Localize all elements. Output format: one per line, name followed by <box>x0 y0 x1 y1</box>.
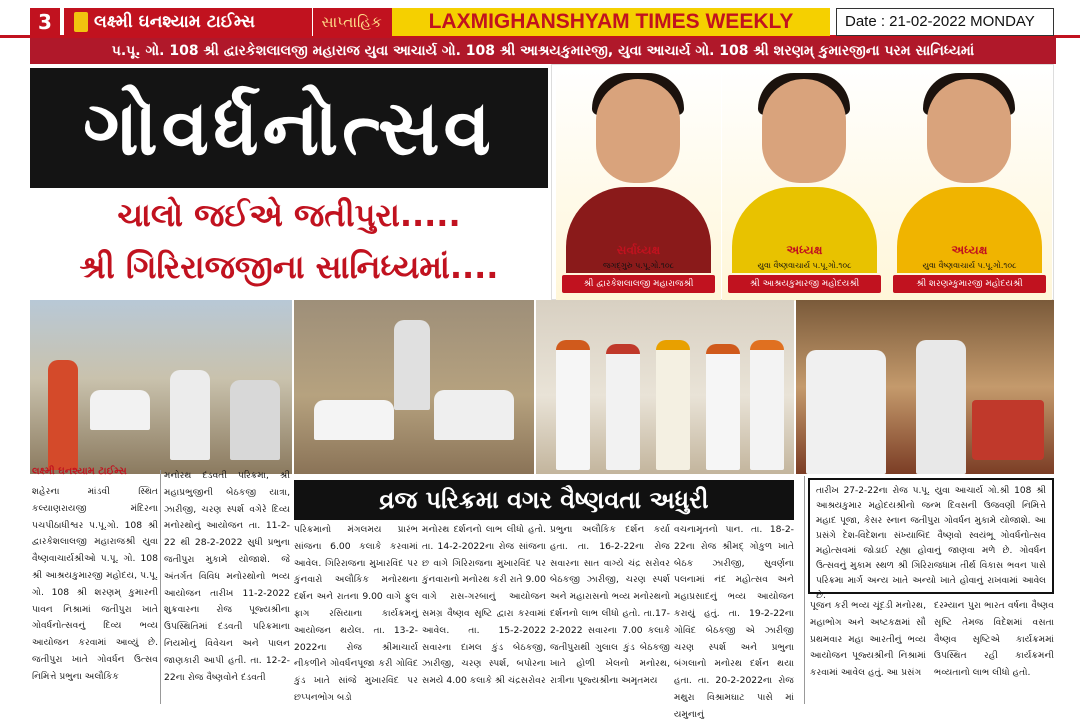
paper-name-gujarati-text: લક્ષ્મી ઘનશ્યામ ટાઈમ્સ <box>94 12 255 32</box>
article-byline: લક્ષ્મી ઘનશ્યામ ટાઈમ્સ <box>32 466 127 477</box>
portrait-3-name: શ્રી શરણમ્કુમારજી મહોદયશ્રી <box>893 275 1046 293</box>
photo-puja <box>796 300 1054 474</box>
photo-dandvat-parikrama <box>294 300 534 474</box>
headline-line-1: ચાલો જઈએ જતીપુરા..... <box>117 196 461 234</box>
portrait-3-subtitle: યુવા વૈષ્ણવાચાર્ય પ.પૂ.ગો.૧૦૮ <box>922 261 1017 270</box>
banner-strip: પ.પૂ. ગો. 108 શ્રી દ્વારકેશલાલજી મહારાજ યુવા આચાર્ય ગો. 108 શ્રી આશ્રયકુમારજી, યુવા આચાર્ય ગો. 108 શ્રી શરણમ્ કુમારજીના પરમ સાનિધ્યમાં <box>30 38 1056 64</box>
photo-parikrama-road <box>30 300 292 474</box>
portrait-2-subtitle: યુવા વૈષ્ણવાચાર્ય પ.પૂ.ગો.૧૦૮ <box>757 261 852 270</box>
article-column-7: પૂજન કરી ભવ્ય ચૂંદડી મનોરથ, મહાભોગ અને અષ્ટકક્ષમાં સૌ પ્રથમવાર મહા આરતીનું ભવ્ય આયોજન પૂજ્યશ્રીની નિશ્રામાં કરવામાં આવેલ હતું. આ પ્રસંગ <box>810 600 926 679</box>
page-number: 3 <box>30 8 60 36</box>
article-subheading: વ્રજ પરિક્રમા વગર વૈષ્ણવતા અધુરી <box>294 480 794 520</box>
photo-acharyas-group <box>536 300 794 474</box>
portrait-3 <box>887 65 1052 301</box>
portrait-1-subtitle: જગદ્ગુરુ પ.પૂ.ગો.૧૦૮ <box>602 261 675 270</box>
column-divider <box>160 470 161 704</box>
portrait-1-name: શ્રી દ્વારકેશલાલજી મહારાજશ્રી <box>562 275 715 293</box>
article-column-8: દરમ્યાન પુરા ભારત વર્ષના વૈષ્ણવ સૃષ્ટિ તેમજ વિદેશમાં વસતા વૈષ્ણવ સૃષ્ટિએ કાર્યક્રમમાં ઉપસ્થિત રહી કાર્યક્રમની ભવ્યતાનો લાભ લીધો હતો. <box>934 600 1054 679</box>
portraits-panel <box>551 64 1054 300</box>
article-column-3: પરિક્રમાનો મંગલમય પ્રારંભ સાંજના 6.00 કલાકે કરવામાં આવેલ. ગિરિરાજના મુખારવિંદ પર કુંનવારો અલૌકિક મનોરથના દર્શન અને રાતના 9.00 વાગે ફુલ ફાગ રસિયાના કાર્યક્રમનું આયોજન થયેલ. તા. 13-2-2022ના રોજ શ્રીમાચાર્ય નીકળીને ગોવર્ધનપૂજા કરી ગોવિંદ કુંડ ખાતે સાંજે મુખારવિંદ પર છપ્પનભોગ બડો <box>294 524 418 703</box>
article-column-5: પ્રભુના અલૌકિક દર્શન કર્યા હતા. તા. 16-2-22ના રોજ સવારના સાત વાગ્યે ચંદ્ર સરોવર બેઠકજી ઝારીજી, ચરણ સ્પર્શ અને મહારાસનો ભવ્ય મનોરથનો દર્શનનો લાભ લીધો હતો. તા.17-2-2022 સવારના 7.00 કલાકે જતીપુરાથી ગુલાલ કુંડ બેઠકજી ખાતે હોળી ખેલનો મનોરથ, રાત્રીના પૂજ્યશ્રીના અમૃતમય <box>550 524 670 687</box>
article-column-6: વચનામૃતનો પાન. તા. 18-2-22ના રોજ શ્રીમદ્ ગોકુળ ખાતે બેઠક ઝારીજી, સુવર્ણના પલનામાં નંદ મહોત્સવ અને મહાપ્રસાદનું ભવ્ય આયોજન કરાયું હતું. તા. 19-2-22ના ગોવિંદ બેઠકજી એ ઝારીજી ચરણ સ્પર્શ અને પ્રભુના બંગલાનો મનોરથ દર્શન થયા હતા. તા. 20-2-2022ના રોજ મથુરા વિશ્રામઘાટ પાસે માં યમુનાનું <box>674 524 794 720</box>
headline-line-2: શ્રી ગિરિરાજજીના સાનિધ્યમાં.... <box>79 248 499 286</box>
portrait-2-name: શ્રી આશ્રયકુમારજી મહોદયશ્રી <box>728 275 881 293</box>
portrait-2 <box>722 65 887 301</box>
portrait-2-role: અધ્યક્ષ <box>786 243 823 257</box>
article-column-2: મનોરથ દંડવતી પરિક્રમા, શ્રી મહાપ્રભુજીની બેઠકજી યાત્રા, ઝારીજી, ચરણ સ્પર્શ વગેરે દિવ્ય મનોરથોનું આયોજન તા. 11-2-22 થી 28-2-2022 સુધી પ્રભુના જતીપુરા મુકામે યોજાશે. જે અંતર્ગત વિવિધ મનોરથોનો ભવ્ય આયોજન તારીખ 11-2-2022 શુક્રવારના રોજ પૂજ્યશ્રીના ઉપસ્થિતિમાં દંડવતી પરિક્રમાના નિયમોનું વિવેચન અને પાલન જાણકારી આપી હતી. તા. 12-2-22ના રોજ વૈષ્ણવોને દંડવતી <box>164 470 290 683</box>
lamp-logo-icon <box>74 12 88 32</box>
paper-name-english: LAXMIGHANSHYAM TIMES WEEKLY <box>392 8 830 36</box>
portrait-3-role: અધ્યક્ષ <box>951 243 988 257</box>
portrait-1-face <box>596 79 680 183</box>
portrait-2-face <box>762 79 846 183</box>
headline-title: ગોવર્ધનોત્સવ <box>30 68 548 188</box>
boxed-notice: તારીખ 27-2-22ના રોજ પ.પૂ. યુવા આચાર્ય ગો.શ્રી 108 શ્રી આશ્રયકુમાર મહોદયશ્રીનો જન્મ દિવસની ઉજવણી નિમિત્તે મહાદ પૂજા, કેસર સ્નાન જતીપુરા ગોવર્ધન મુકામે યોજાશે. આ પ્રસંગે દેશ-વિદેશના સંખ્યાબિંદ વૈષ્ણવો સ્વયંભૂ ગોવર્ધનોત્સવ મહોત્સવમાં જોડાઈ રહ્યા હોવાનું જાણવા મળે છે. ગોવર્ધન ઉત્સવનું મુકામ સ્થળ શ્રી ગિરિરાજધામ તીર્થ વિકાસ ભવન પાસે પરિક્રમા માર્ગ અન્ય ખાતે અન્યો ખાતે હોવાનું રાખવામાં આવેલ છે. <box>808 478 1054 594</box>
article-column-4: મનોરથ દર્શનનો લાભ લીધો હતો. તા. 14-2-2022ના રોજ સાંજના છ વાગે ગિરિરાજના મુખારવિંદ પર કુંનવારાનો મનોરથ કરી રાતે 9.00 વાગે રાસ-ગરબાનું આયોજન સમગ્ર વૈષ્ણવ સૃષ્ટિ દ્વારા કરવામાં આવેલ. તા. 15-2-2022 સવારના દામલ કુંડ બેઠકજી, ઝારીજી, ચરણ સ્પર્શ, બપોરના સમયે 4.00 કલાકે શ્રી ચંદ્રસરોવર <box>422 524 546 687</box>
article-column-1: શહેરના માંડવી સ્થિત કલ્યાણરાયજી મંદિરના પચપીઠાધીશ્વર પ.પૂ.ગો. 108 શ્રી દ્વારકેશલાલજી મહારાજશ્રી યુવા વૈષ્ણવાચાર્યશ્રીઓ પ.પૂ. ગો. 108 શ્રી આશ્રયકુમારજી મહોદય, પ.પૂ. ગો. 108 શ્રી શરણમ્ કુમારની પાવન નિશ્રામાં જતીપુરા ખાતે ગોવર્ધનોત્સવનું દિવ્ય ભવ્ય આયોજન કરવામાં આવ્યું છે. જતીપુરા ખાતે ગોવર્ધન ઉત્સવ નિમિત્તે પ્રભુના અલૌકિક <box>32 486 158 682</box>
issue-date: Date : 21-02-2022 MONDAY <box>836 8 1054 36</box>
portrait-1 <box>556 65 721 301</box>
portrait-3-face <box>927 79 1011 183</box>
portrait-1-role: સર્વાધ્યક્ષ <box>616 243 661 257</box>
weekly-label: સાપ્તાહિક <box>312 8 390 36</box>
column-divider <box>804 476 805 704</box>
